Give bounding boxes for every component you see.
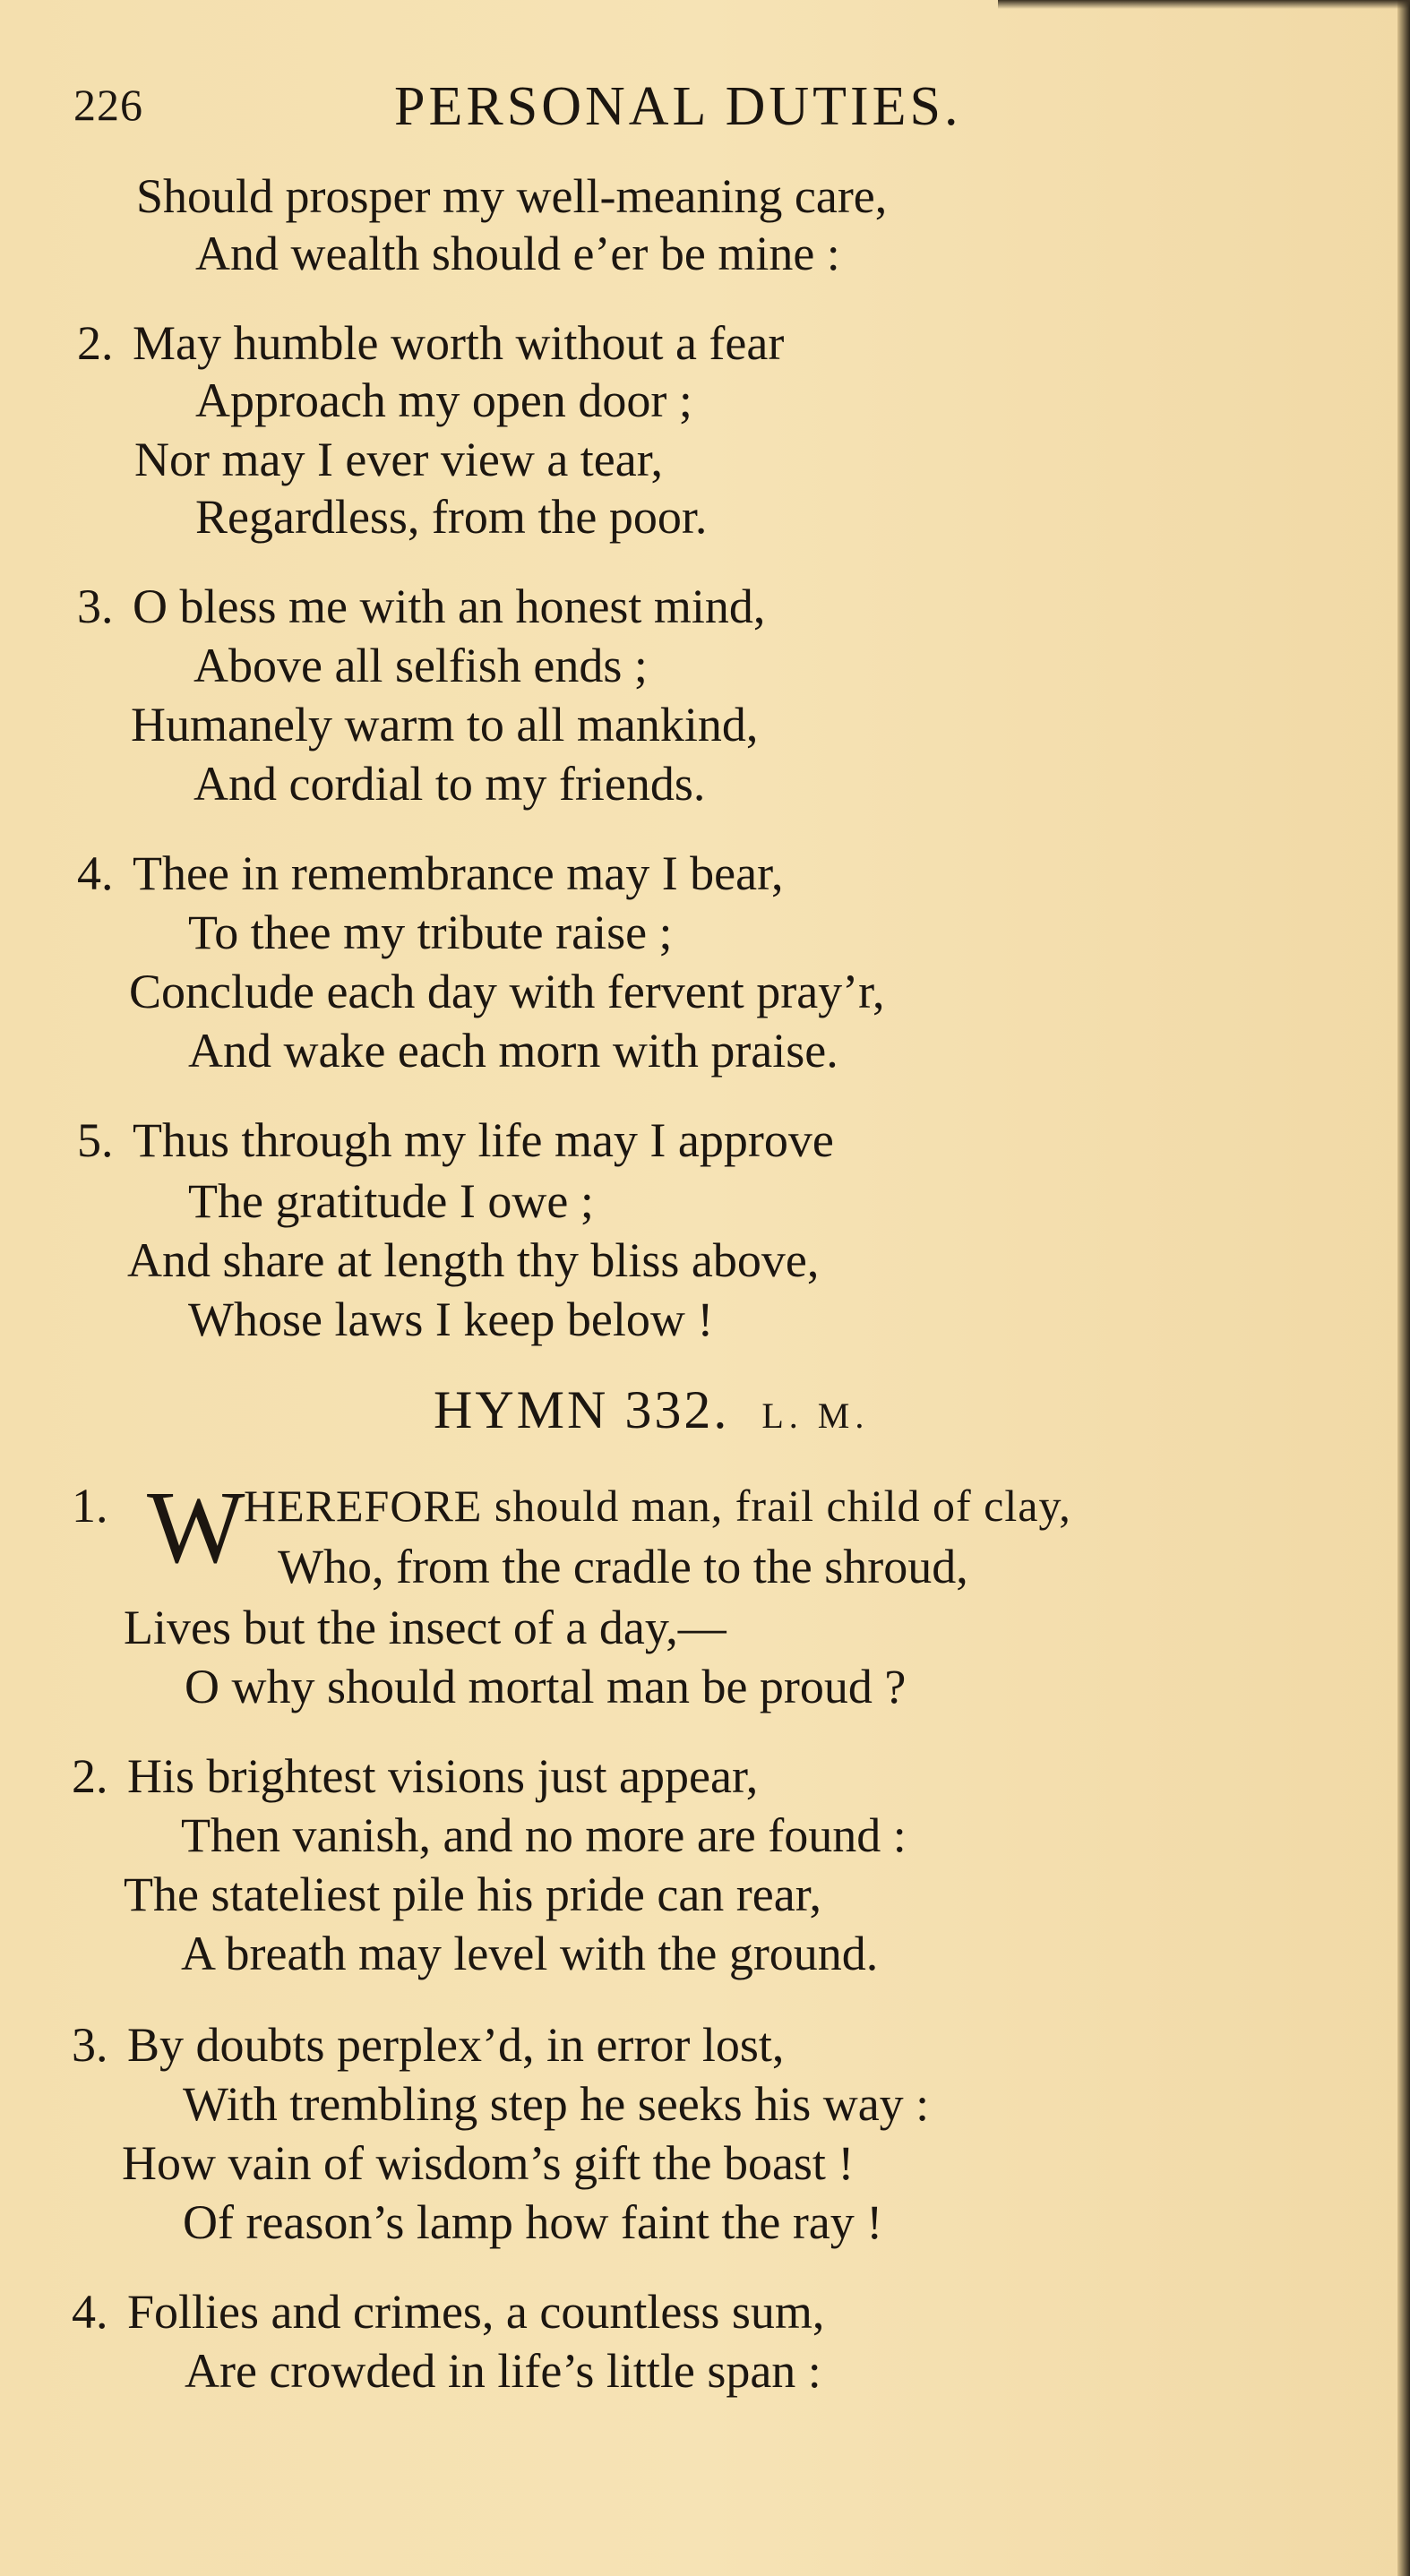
- hymn-title: [434, 1379, 869, 1441]
- hymn-meter: L. M.: [761, 1395, 870, 1436]
- verse-line: And wealth should e’er be mine :: [195, 227, 840, 280]
- page-edge-shadow: [1397, 0, 1410, 2576]
- verse-line: HEREFORE should man, frail child of clay,: [244, 1481, 1071, 1531]
- verse-line: Of reason’s lamp how faint the ray !: [183, 2195, 883, 2249]
- verse-line: And share at length thy bliss above,: [127, 1233, 820, 1287]
- verse-line: The gratitude I owe ;: [188, 1174, 594, 1228]
- page-number: 226: [73, 80, 143, 130]
- verse-number: 3.: [77, 580, 114, 633]
- page-top-shadow: [998, 0, 1410, 9]
- verse-number: 2.: [72, 1749, 108, 1803]
- verse-line: Regardless, from the poor.: [195, 490, 708, 544]
- dropcap: W: [147, 1471, 245, 1585]
- verse-line: A breath may level with the ground.: [181, 1927, 879, 1980]
- verse-line: Whose laws I keep below !: [188, 1292, 714, 1346]
- hymn-title-text: HYMN 332.: [434, 1380, 730, 1439]
- verse-line: Approach my open door ;: [195, 374, 692, 427]
- hymn-verse-1-number: 1.: [72, 1479, 108, 1533]
- verse-text: Thus through my life may I approve: [133, 1113, 834, 1167]
- verse-text: Thee in remembrance may I bear,: [133, 846, 784, 900]
- verse-line: Humanely warm to all mankind,: [131, 698, 759, 751]
- verse-stanza-2-line: [77, 315, 784, 371]
- verse-text: His brightest visions just appear,: [127, 1749, 759, 1803]
- page-header: [0, 75, 1410, 147]
- verse-line: With trembling step he seeks his way :: [183, 2077, 930, 2131]
- verse-line: And wake each morn with praise.: [188, 1024, 838, 1078]
- verse-text: O bless me with an honest mind,: [133, 580, 766, 633]
- verse-line: O why should mortal man be proud ?: [185, 1660, 907, 1713]
- verse-line: Who, from the cradle to the shroud,: [278, 1540, 968, 1593]
- verse-number: 2.: [77, 316, 114, 370]
- verse-line: Lives but the insect of a day,—: [124, 1601, 726, 1654]
- verse-stanza-3-line: [77, 579, 765, 634]
- verse-stanza-5-line: [77, 1112, 834, 1168]
- verse-line: Should prosper my well-meaning care,: [136, 169, 888, 223]
- verse-text: Follies and crimes, a countless sum,: [127, 2285, 825, 2339]
- verse-stanza-4-line: [77, 846, 783, 901]
- verse-line: And cordial to my friends.: [193, 757, 706, 811]
- verse-number: 4.: [77, 846, 114, 900]
- verse-number: 3.: [72, 2018, 108, 2072]
- verse-line: Above all selfish ends ;: [193, 639, 648, 692]
- running-head: PERSONAL DUTIES.: [394, 76, 962, 137]
- verse-line: Then vanish, and no more are found :: [181, 1808, 907, 1862]
- verse-number: 4.: [72, 2285, 108, 2339]
- verse-text: May humble worth without a fear: [133, 316, 785, 370]
- verse-line: Conclude each day with fervent pray’r,: [129, 965, 885, 1018]
- verse-stanza-line: [72, 2017, 784, 2073]
- verse-line: The stateliest pile his pride can rear,: [124, 1868, 822, 1921]
- verse-line: Are crowded in life’s little span :: [185, 2344, 821, 2398]
- verse-stanza-line: [72, 2284, 824, 2340]
- verse-number: 5.: [77, 1113, 114, 1167]
- verse-text: By doubts perplex’d, in error lost,: [127, 2018, 785, 2072]
- verse-line: How vain of wisdom’s gift the boast !: [122, 2136, 855, 2190]
- verse-stanza-line: [72, 1748, 758, 1804]
- verse-line: Nor may I ever view a tear,: [134, 433, 664, 486]
- verse-line: To thee my tribute raise ;: [188, 906, 673, 959]
